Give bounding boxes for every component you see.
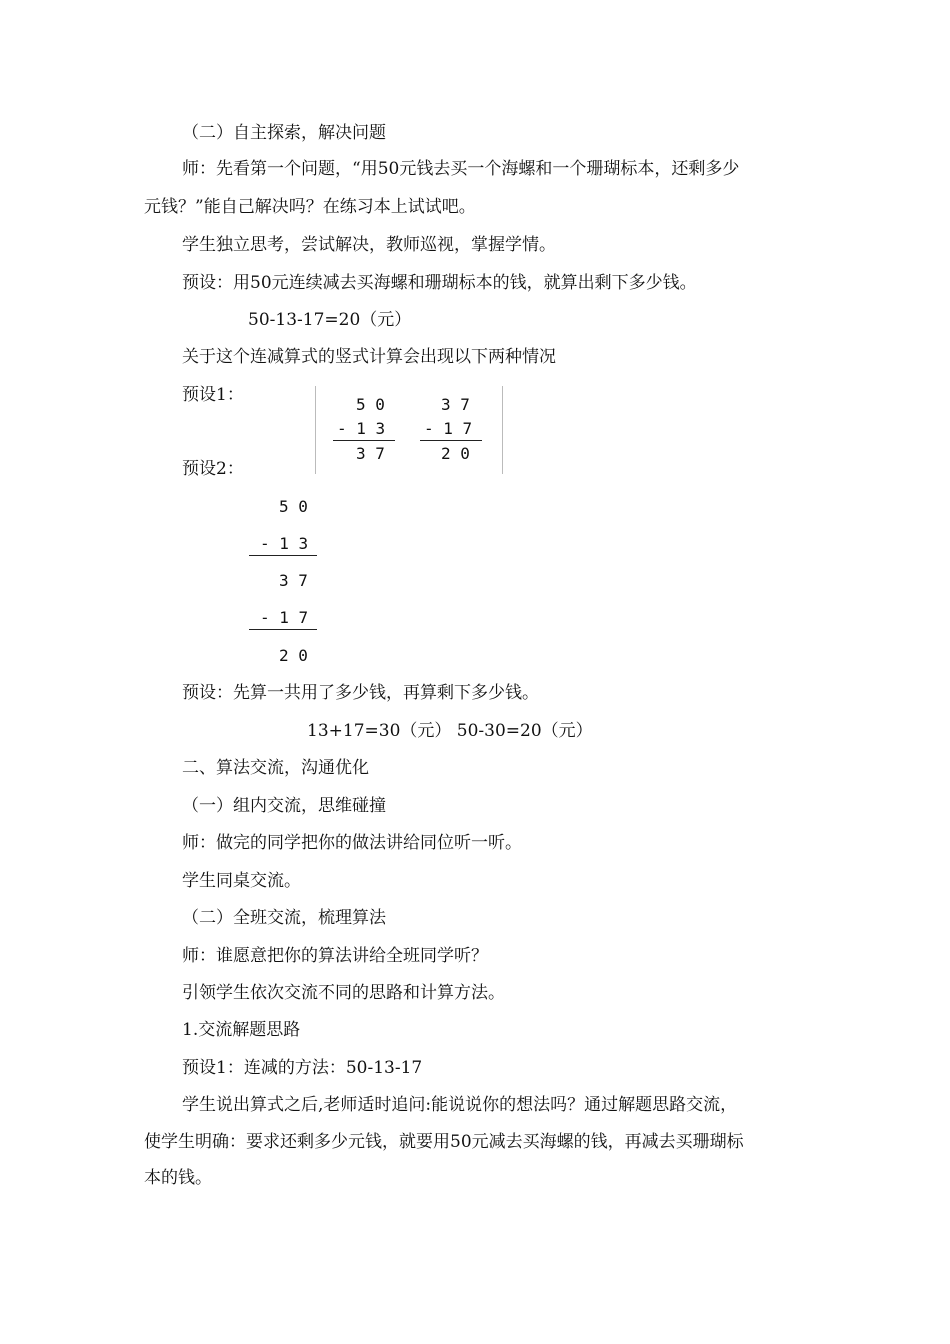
paragraph-line-3: 本的钱。 (144, 1168, 212, 1188)
calc1-a-rule (333, 440, 395, 441)
paragraph-line-2: 使学生明确：要求还剩多少元钱，就要用50元减去买海螺的钱，再减去买珊瑚标 (144, 1132, 744, 1152)
calc2-line-4: - 1 7 (260, 608, 309, 627)
calc1-a-top: 5 0 (356, 395, 385, 414)
preset-2-label: 预设2： (182, 459, 244, 479)
calc2-line-5: 2 0 (279, 646, 308, 665)
equation-continuous: 50-13-17=20（元） (248, 310, 412, 330)
subheading-thinking: 1.交流解题思路 (182, 1020, 301, 1040)
teacher-question-line-2: 元钱？”能自己解决吗？在练习本上试试吧。 (144, 197, 476, 217)
calc1-b-result: 2 0 (441, 444, 470, 463)
calc1-b-top: 3 7 (441, 395, 470, 414)
subheading-class-exchange: （二）全班交流，梳理算法 (182, 908, 386, 928)
teacher-instruction-partner: 师：做完的同学把你的做法讲给同位听一听。 (182, 833, 522, 853)
calc2-rule-2 (249, 629, 317, 630)
teacher-question-class: 师：谁愿意把你的算法讲给全班同学听？ (182, 946, 488, 966)
vertical-calc-intro: 关于这个连减算式的竖式计算会出现以下两种情况 (182, 347, 556, 367)
teacher-question-line-1: 师：先看第一个问题，“用50元钱去买一个海螺和一个珊瑚标本，还剩多少 (182, 159, 740, 179)
calc2-rule-1 (249, 555, 317, 556)
preset-add-first: 预设：先算一共用了多少钱，再算剩下多少钱。 (182, 683, 539, 703)
section-heading-exchange: 二、算法交流，沟通优化 (182, 758, 369, 778)
subheading-group-exchange: （一）组内交流，思维碰撞 (182, 796, 386, 816)
calc2-line-1: 5 0 (279, 497, 308, 516)
calc2-line-3: 3 7 (279, 571, 308, 590)
calc1-a-sub: - 1 3 (337, 419, 386, 438)
paragraph-line-1: 学生说出算式之后,老师适时追问:能说说你的想法吗？通过解题思路交流， (182, 1095, 738, 1115)
section-heading-self-explore: （二）自主探索，解决问题 (182, 123, 386, 143)
calc1-b-rule (420, 440, 482, 441)
student-activity: 学生独立思考，尝试解决，教师巡视，掌握学情。 (182, 235, 556, 255)
equation-add-first: 13+17=30（元） 50-30=20（元） (307, 721, 593, 741)
preset-continuous-subtraction: 预设：用50元连续减去买海螺和珊瑚标本的钱，就算出剩下多少钱。 (182, 273, 697, 293)
calc2-line-2: - 1 3 (260, 534, 309, 553)
calc1-b-sub: - 1 7 (424, 419, 473, 438)
guide-students: 引领学生依次交流不同的思路和计算方法。 (182, 983, 505, 1003)
student-partner-exchange: 学生同桌交流。 (182, 871, 301, 891)
preset-1-method: 预设1：连减的方法：50-13-17 (182, 1058, 423, 1078)
calc1-a-result: 3 7 (356, 444, 385, 463)
preset-1-label: 预设1： (182, 385, 244, 405)
